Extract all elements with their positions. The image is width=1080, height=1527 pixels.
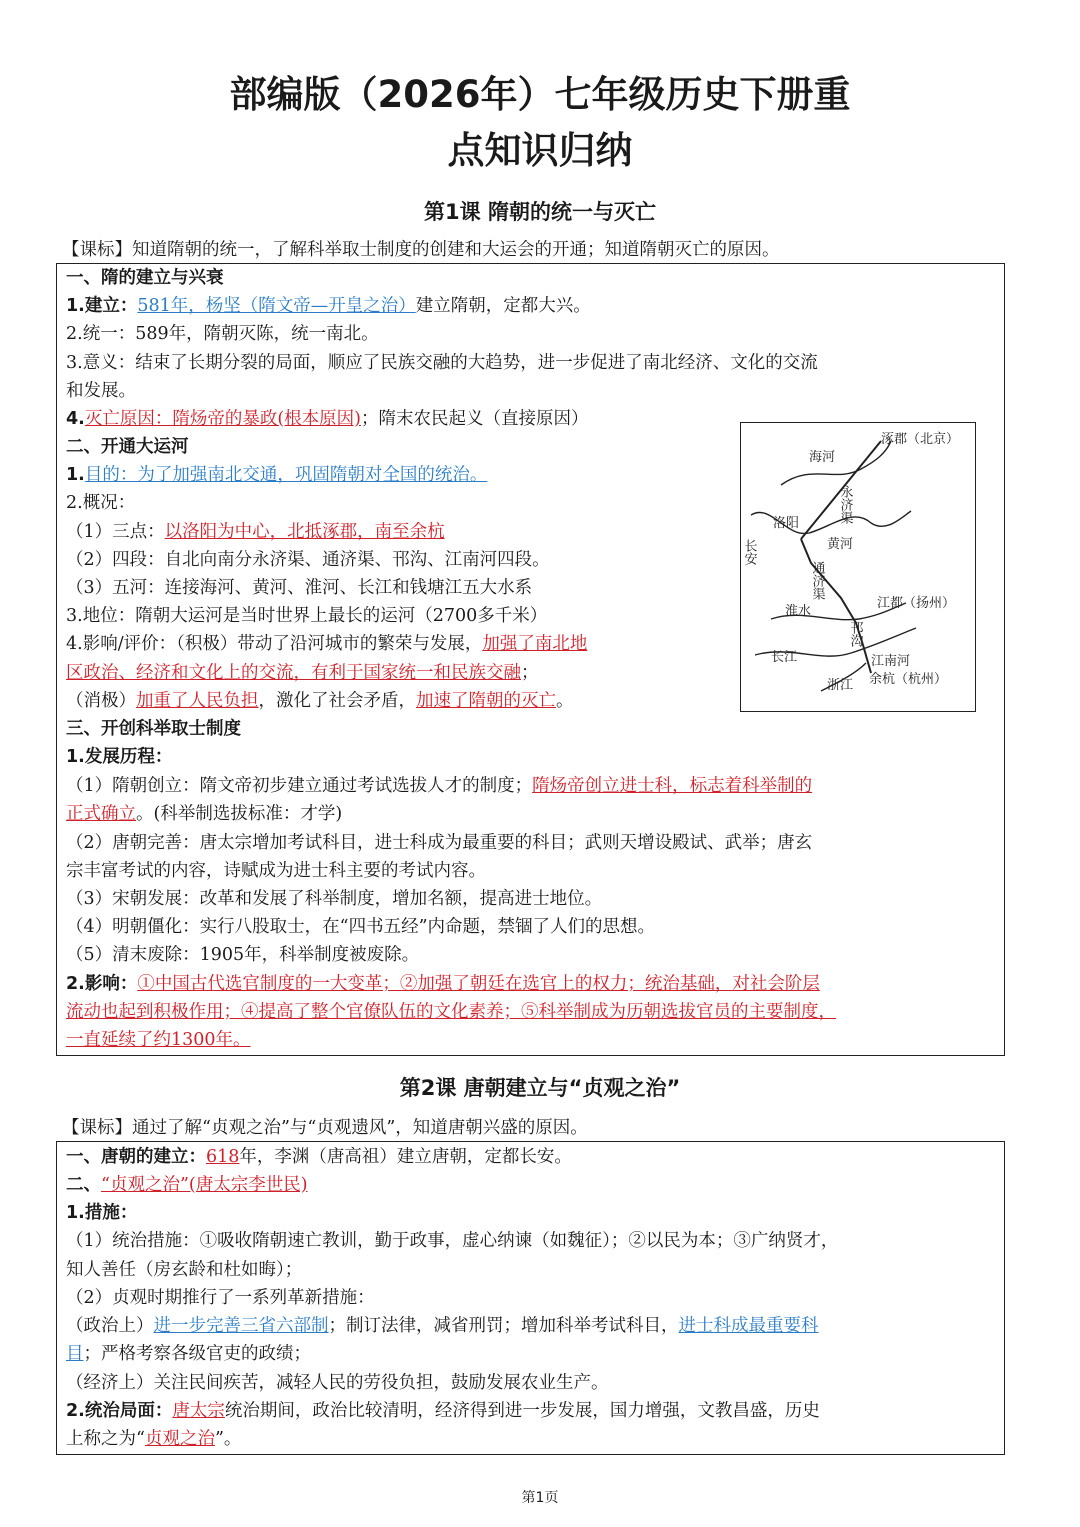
lesson2-heading: 第2课 唐朝建立与“贞观之治”	[399, 1076, 681, 1100]
l1-s3-point1b	[66, 802, 342, 826]
l1-s3-line2c	[66, 1028, 251, 1052]
l1-s2-line4	[66, 632, 587, 656]
l1-s3-p1-highlight1: 隋炀帝创立进士科，标志着科举制的	[532, 776, 813, 796]
l1-s1-l1-rest: 建立隋朝，定都大兴。	[415, 296, 591, 316]
l2-result-b	[66, 1427, 241, 1451]
l2-result	[66, 1399, 820, 1423]
l2-m3-b: ；制订法律，减省刑罚；增加科举考试科目，	[328, 1316, 679, 1336]
map-label-yuhang: 余杭（杭州）	[869, 672, 948, 687]
map-label-huaishui: 淮水	[785, 604, 812, 619]
l1-s2-title: 二、开通大运河	[66, 437, 189, 457]
l1-s3-p1-highlight2: 正式确立	[66, 804, 136, 824]
l1-s3-point2a: （2）唐朝完善：唐太宗增加考试科目，进士科成为最重要的科目；武则天增设殿试、武举；唐玄	[66, 833, 813, 853]
l2-m1a: （1）统治措施：①吸收隋朝速亡教训，勤于政事，虚心纳谏（如魏征）；②以民为本；③广纳贤才，	[66, 1231, 839, 1251]
l1-s3-l2-label: 2.影响：	[66, 974, 138, 994]
l1-s1-title: 一、隋的建立与兴衰	[66, 268, 224, 288]
l1-s1-l4-rest: ；隋末农民起义（直接原因）	[360, 409, 589, 429]
l1-s3-point1a	[66, 774, 812, 798]
l2-m2: （2）贞观时期推行了一系列革新措施：	[66, 1288, 375, 1308]
l1-s2-line3: 3.地位：隋朝大运河是当时世界上最长的运河（2700多千米）	[66, 606, 548, 626]
l2-m3-highlight2: 进士科成最重要科	[678, 1316, 819, 1336]
l2-m3	[66, 1314, 819, 1338]
lesson1-standard: 【课标】知道隋朝的统一，了解科举取士制度的创建和大运会的开通；知道隋朝灭亡的原因。	[62, 240, 780, 260]
l2-s1-highlight: 618	[206, 1147, 240, 1167]
map-label-zhejiang: 浙江	[827, 678, 854, 693]
l1-s3-p1-a: （1）隋朝创立：隋文帝初步建立通过考试选拔人才的制度；	[66, 776, 533, 796]
l2-result-a: 统治期间，政治比较清明，经济得到进一步发展，国力增强，文教昌盛，历史	[224, 1401, 820, 1421]
page-number: 第1页	[521, 1490, 559, 1506]
l1-s1-line3a: 3.意义：结束了长期分裂的局面，顺应了民族交融的大趋势，进一步促进了南北经济、文化的交流	[66, 353, 818, 373]
l1-s3-point3: （3）宋朝发展：改革和发展了科举制度，增加名额，提高进士地位。	[66, 889, 603, 909]
l1-s3-p1-b: 。(科举制选拔标准：才学)	[136, 804, 343, 824]
l2-result-label: 2.统治局面：	[66, 1401, 173, 1421]
l2-measures-title: 1.措施：	[66, 1203, 138, 1223]
l1-s3-point4: （4）明朝僵化：实行八股取士，在“四书五经”内命题，禁锢了人们的思想。	[66, 917, 656, 937]
l1-s2-line1	[66, 463, 487, 487]
l2-result-highlight2: 贞观之治	[144, 1429, 215, 1449]
l2-s1-label: 一、唐朝的建立：	[66, 1147, 206, 1167]
l1-s3-line1: 1.发展历程：	[66, 747, 173, 767]
l1-s2-p1-highlight: 以洛阳为中心，北抵涿郡，南至余杭	[164, 522, 445, 542]
l1-s3-line2b	[66, 1000, 836, 1024]
l1-s2-point1	[66, 520, 445, 544]
l2-result-b-text: 上称之为“	[66, 1429, 145, 1449]
l2-m1b: 知人善任（房玄龄和杜如晦）；	[66, 1260, 303, 1280]
l1-s1-line3b: 和发展。	[66, 381, 136, 401]
l1-s2-point2: （2）四段：自北向南分永济渠、通济渠、邗沟、江南河四段。	[66, 550, 550, 570]
l2-m4: （经济上）关注民间疾苦，减轻人民的劳役负担，鼓励发展农业生产。	[66, 1373, 609, 1393]
map-label-haihe: 海河	[809, 450, 836, 465]
l1-s2-line4b	[66, 661, 539, 685]
map-label-hangou: 邗沟	[847, 621, 863, 647]
l1-s3-title: 三、开创科举取士制度	[66, 719, 241, 739]
map-label-jiangnanhe: 江南河	[871, 654, 911, 669]
l2-result-c: ”。	[214, 1429, 242, 1449]
lesson2-standard: 【课标】通过了解“贞观之治”与“贞观遗风”，知道唐朝兴盛的原因。	[62, 1118, 588, 1138]
l1-s1-line4	[66, 407, 588, 431]
lesson1-heading: 第1课 隋朝的统一与灭亡	[424, 200, 656, 224]
l1-s2-l1-label: 1.	[66, 465, 85, 485]
map-label-changjiang: 长江	[771, 650, 798, 665]
l2-s2-highlight: “贞观之治”(唐太宗李世民)	[101, 1175, 308, 1195]
l1-s3-l2-highlight1: ①中国古代选官制度的一大变革；②加强了朝廷在选官上的权力；统治基础，对社会阶层	[137, 974, 820, 994]
l1-s1-l4-highlight: 灭亡原因：隋炀帝的暴政(根本原因)	[84, 409, 361, 429]
doc-title-line1: 部编版（2026年）七年级历史下册重	[229, 73, 851, 116]
l2-m3-c: ；严格考察各级官吏的政绩；	[83, 1344, 311, 1364]
l2-s1	[66, 1145, 572, 1169]
map-label-jiangdu: 江都（扬州）	[877, 596, 956, 611]
l1-s1-line2: 2.统一：589年，隋朝灭陈，统一南北。	[66, 324, 379, 344]
l1-s2-l4-label: 4.影响/评价：（积极）带动了沿河城市的繁荣与发展，	[66, 634, 483, 654]
l1-s1-l4-label: 4.	[66, 409, 85, 429]
l2-s2-label: 二、	[66, 1175, 101, 1195]
grand-canal-map-svg	[741, 423, 974, 710]
map-label-changan: 长安	[741, 539, 757, 565]
l1-s3-l2-highlight3: 一直延续了约1300年。	[66, 1030, 251, 1050]
l1-s1-l1-highlight: 581年，杨坚（隋文帝—开皇之治）	[137, 296, 416, 316]
l2-result-highlight1: 唐太宗	[172, 1401, 225, 1421]
map-label-zhuojun: 涿郡（北京）	[881, 432, 960, 447]
l2-s1-rest: 年，李渊（唐高祖）建立唐朝，定都长安。	[239, 1147, 572, 1167]
l1-s2-l5-a: （消极）	[66, 691, 136, 711]
l1-s2-l5-c: 。	[556, 691, 574, 711]
l1-s2-line5	[66, 689, 574, 713]
l1-s2-l5-b: ，激化了社会矛盾，	[258, 691, 416, 711]
l1-s2-l5-highlight1: 加重了人民负担	[136, 691, 259, 711]
l1-s1-l1-label: 1.建立：	[66, 296, 138, 316]
l1-s2-l4-highlight1: 加强了南北地	[482, 634, 588, 654]
l1-s3-l2-highlight2: 流动也起到积极作用；④提高了整个官僚队伍的文化素养；⑤科举制成为历朝选拔官员的主要制度，	[66, 1002, 836, 1022]
doc-title-line2: 点知识归纳	[447, 129, 633, 172]
l1-s2-l4-highlight2: 区政治、经济和文化上的交流，有利于国家统一和民族交融	[66, 663, 521, 683]
canal-jiangnan	[863, 645, 871, 673]
l1-s3-line2	[66, 972, 820, 996]
map-label-yongjiqu: 永济渠	[837, 485, 853, 524]
l1-s2-l4-end: ；	[521, 663, 539, 683]
l1-s2-line2: 2.概况：	[66, 493, 136, 513]
l2-m3b	[66, 1342, 311, 1366]
l1-s2-l1-highlight: 目的：为了加强南北交通，巩固隋朝对全国的统治。	[84, 465, 488, 485]
l2-m3-highlight1: 进一步完善三省六部制	[153, 1316, 329, 1336]
l1-s1-line1	[66, 294, 591, 318]
map-label-huanghe: 黄河	[827, 537, 854, 552]
l1-s2-p1-label: （1）三点：	[66, 522, 165, 542]
map-label-luoyang: 洛阳	[773, 516, 800, 531]
map-label-tongjiqu: 通济渠	[809, 561, 825, 600]
l2-m3-highlight3: 目	[66, 1344, 84, 1364]
l1-s2-l5-highlight2: 加速了隋朝的灭亡	[416, 691, 556, 711]
l1-s3-point5: （5）清末废除：1905年，科举制度被废除。	[66, 945, 420, 965]
grand-canal-map	[740, 422, 976, 712]
l1-s3-point2b: 宗丰富考试的内容，诗赋成为进士科主要的考试内容。	[66, 861, 486, 881]
l1-s2-point3: （3）五河：连接海河、黄河、淮河、长江和钱塘江五大水系	[66, 578, 533, 598]
l2-s2	[66, 1173, 308, 1197]
l2-m3-a: （政治上）	[66, 1316, 154, 1336]
